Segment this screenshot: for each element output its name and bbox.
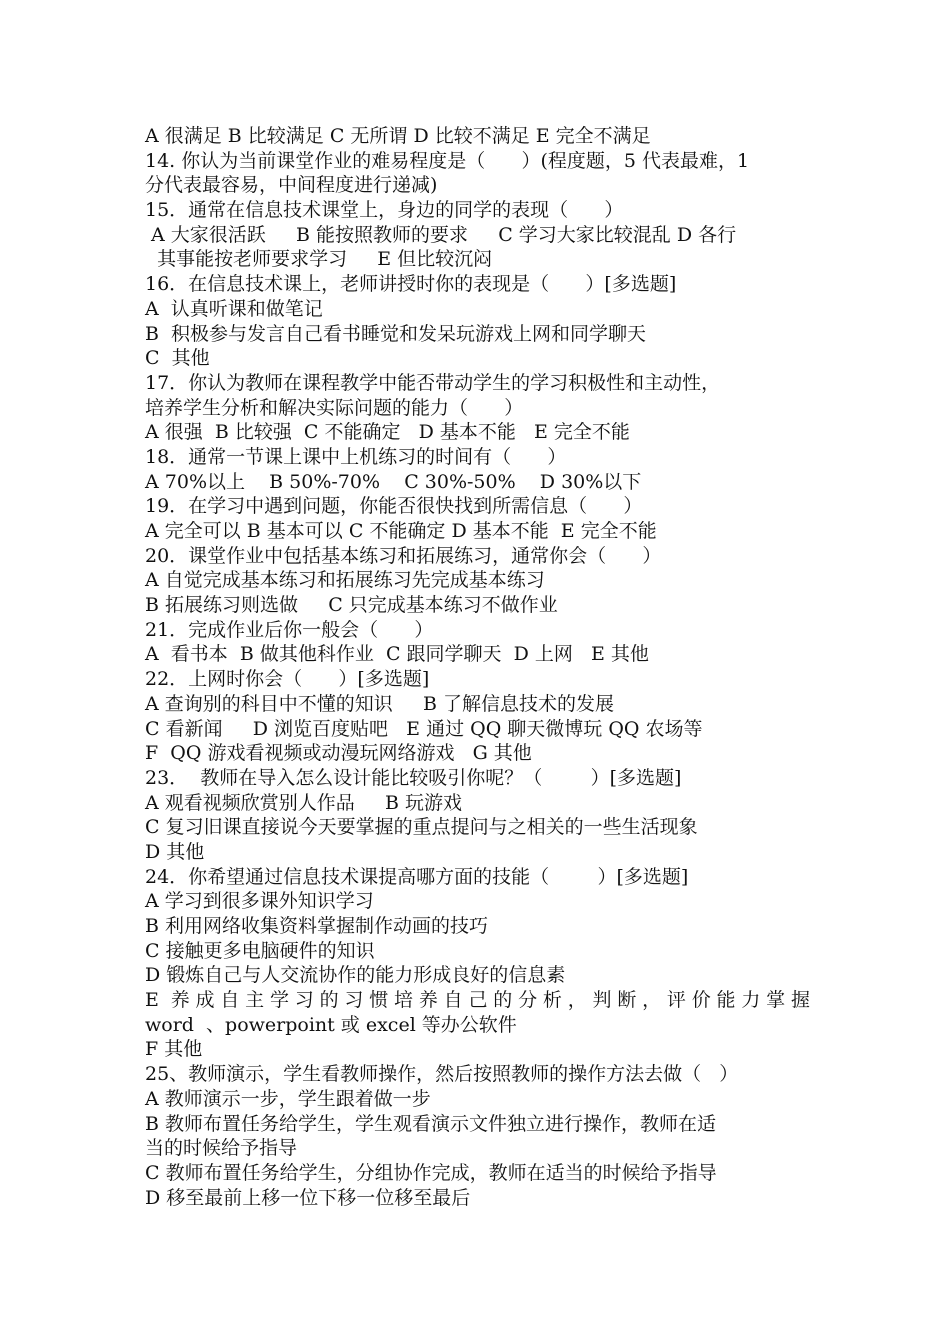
question-17: 17．你认为教师在课程教学中能否带动学生的学习积极性和主动性，: [145, 371, 721, 394]
question-25-option-c: C 教师布置任务给学生，分组协作完成，教师在适当的时候给予指导: [145, 1161, 717, 1184]
question-24-option-a: A 学习到很多课外知识学习: [145, 890, 374, 913]
question-14: 14. 你认为当前课堂作业的难易程度是（ ）(程度题，5 代表最难，1: [145, 149, 750, 172]
question-15-options-cont: 其事能按老师要求学习 E 但比较沉闷: [145, 248, 493, 271]
question-25-option-b: B 教师布置任务给学生，学生观看演示文件独立进行操作，教师在适: [145, 1112, 717, 1135]
question-19: 19．在学习中遇到问题，你能否很快找到所需信息（ ）: [145, 495, 643, 518]
question-24-option-e-cont: word 、powerpoint 或 excel 等办公软件: [145, 1013, 517, 1036]
question-24-option-f: F 其他: [145, 1038, 203, 1061]
question-22: 22．上网时你会（ ）[多选题]: [145, 668, 430, 691]
question-20-option-b: B 拓展练习则选做 C 只完成基本练习不做作业: [145, 594, 558, 617]
question-25-option-b-cont: 当的时候给予指导: [145, 1137, 298, 1160]
question-21-options: A 看书本 B 做其他科作业 C 跟同学聊天 D 上网 E 其他: [145, 643, 649, 666]
question-23-options-2: C 复习旧课直接说今天要掌握的重点提问与之相关的一些生活现象: [145, 816, 698, 839]
question-20-option-a: A 自觉完成基本练习和拓展练习先完成基本练习: [145, 569, 545, 592]
question-22-options-1: A 查询别的科目中不懂的知识 B 了解信息技术的发展: [145, 692, 614, 715]
question-24-option-c: C 接触更多电脑硬件的知识: [145, 939, 375, 962]
question-25-option-d: D 移至最前上移一位下移一位移至最后: [145, 1186, 471, 1209]
question-15-options: A 大家很活跃 B 能按照教师的要求 C 学习大家比较混乱 D 各行: [145, 223, 737, 246]
question-25-option-a: A 教师演示一步，学生跟着做一步: [145, 1087, 431, 1110]
question-16: 16．在信息技术课上，老师讲授时你的表现是（ ）[多选题]: [145, 273, 677, 296]
question-23: 23． 教师在导入怎么设计能比较吸引你呢？（ ）[多选题]: [145, 766, 682, 789]
question-17-cont: 培养学生分析和解决实际问题的能力（ ）: [145, 396, 524, 419]
question-17-options: A 很强 B 比较强 C 不能确定 D 基本不能 E 完全不能: [145, 421, 630, 444]
question-16-option-c: C 其他: [145, 347, 210, 370]
question-22-options-3: F QQ 游戏看视频或动漫玩网络游戏 G 其他: [145, 742, 532, 765]
question-23-options-3: D 其他: [145, 840, 205, 863]
question-25: 25、教师演示，学生看教师操作，然后按照教师的操作方法去做（ ）: [145, 1063, 739, 1086]
question-21: 21．完成作业后你一般会（ ）: [145, 618, 434, 641]
question-20: 20．课堂作业中包括基本练习和拓展练习，通常你会（ ）: [145, 544, 662, 567]
question-15: 15．通常在信息技术课堂上，身边的同学的表现（ ）: [145, 199, 624, 222]
question-24-option-b: B 利用网络收集资料掌握制作动画的技巧: [145, 915, 489, 937]
question-24: 24．你希望通过信息技术课提高哪方面的技能（ ）[多选题]: [145, 865, 689, 888]
question-22-options-2: C 看新闻 D 浏览百度贴吧 E 通过 QQ 聊天微博玩 QQ 农场等: [145, 717, 703, 740]
question-23-options-1: A 观看视频欣赏别人作品 B 玩游戏: [145, 791, 462, 814]
question-24-option-e: E 养成自主学习的习惯培养自己的分析，判断，评价能力掌握: [145, 989, 810, 1012]
question-14-cont: 分代表最容易，中间程度进行递减): [145, 174, 438, 197]
question-18-options: A 70%以上 B 50%-70% C 30%-50% D 30%以下: [145, 470, 642, 493]
text-line-1: A 很满足 B 比较满足 C 无所谓 D 比较不满足 E 完全不满足: [145, 125, 651, 147]
question-19-options: A 完全可以 B 基本可以 C 不能确定 D 基本不能 E 完全不能: [145, 520, 657, 542]
question-16-option-b: B 积极参与发言自己看书睡觉和发呆玩游戏上网和同学聊天: [145, 322, 647, 345]
document-body: [145, 124, 810, 1210]
question-18: 18．通常一节课上课中上机练习的时间有（ ）: [145, 445, 567, 468]
question-24-option-d: D 锻炼自己与人交流协作的能力形成良好的信息素: [145, 964, 566, 987]
question-16-option-a: A 认真听课和做笔记: [145, 297, 323, 320]
